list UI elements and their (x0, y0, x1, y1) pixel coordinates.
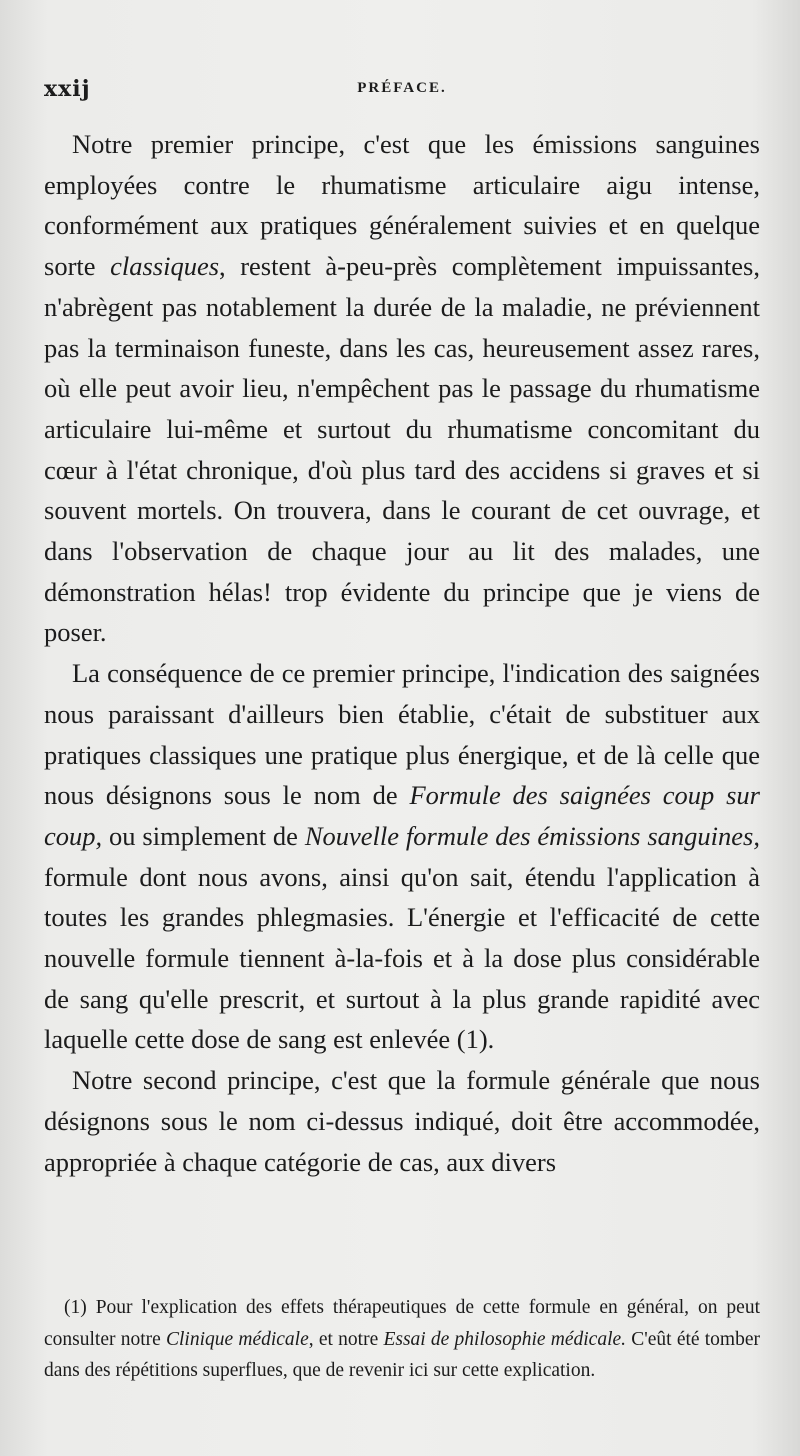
page-header (44, 76, 760, 106)
footnote-title-essai: Essai de philosophie médicale. (383, 1328, 627, 1350)
paragraph-2-text-a: La conséquence de ce premier principe, l'indication des saignées nous paraissant d'ailleurs bien établie, c'était de substituer aux pratiques classiques une pratique plus énergique, et de là celle que nous désignons sous le nom de (44, 658, 760, 811)
footnote-text-c: C'eût été tomber dans des répétitions superflues, que de revenir ici sur cette explication. (44, 1328, 760, 1381)
paragraph-1-text-b: , restent à-peu-près complètement impuissantes, n'abrègent pas notablement la durée de la maladie, ne préviennent pas la terminaison funeste, dans les cas, heureusement assez rares, où elle peut avoir lieu, n'empêchent pas le passage du rhumatisme articulaire lui-même et surtout du rhumatisme concomitant du cœur à l'état chronique, d'où plus tard des accidens si graves et si souvent mortels. On trouvera, dans le courant de cet ouvrage, et dans l'observation de chaque jour au lit des malades, une démonstration hélas! trop évidente du principe que je viens de poser. (44, 251, 760, 648)
paragraph-1-text-a: Notre premier principe, c'est que les émissions sanguines employées contre le rhumatisme articulaire aigu intense, conformément aux pratiques généralement suivies et en quelque sorte (44, 129, 760, 282)
paragraph-1 (44, 124, 760, 653)
main-text (44, 124, 760, 1182)
footnote-text-a: Pour l'explication des effets thérapeutiques de cette formule en général, on peut consulter notre (44, 1297, 760, 1350)
paragraph-3 (44, 1060, 760, 1182)
footnote (44, 1292, 760, 1387)
footnote-paragraph (44, 1292, 760, 1387)
running-head: PRÉFACE. (357, 80, 447, 96)
footnote-title-clinique: Clinique médicale (165, 1328, 309, 1350)
paragraph-2 (44, 653, 760, 1060)
emphasis-nouvelle-formule: Nouvelle formule des émissions sanguines, (304, 820, 760, 851)
emphasis-classiques: classiques (110, 251, 220, 282)
paragraph-2-text-c: formule dont nous avons, ainsi qu'on sait, étendu l'application à toutes les grandes phlegmasies. L'énergie et l'efficacité de cette nouvelle formule tiennent à-la-fois et à la dose plus considérable de sang qu'elle prescrit, et surtout à la plus grande rapidité avec laquelle cette dose de sang est enlevée (1). (44, 861, 760, 1055)
footnote-text-b: , et notre (308, 1328, 384, 1350)
paragraph-2-text-b: ou simplement de (102, 820, 305, 851)
emphasis-formule-saignees: Formule des saignées coup sur coup, (44, 780, 760, 851)
footnote-marker: (1) (64, 1297, 87, 1318)
page-number: xxij (44, 76, 91, 102)
paragraph-3-text: Notre second principe, c'est que la formule générale que nous désignons sous le nom ci-dessus indiqué, doit être accommodée, appropriée à chaque catégorie de cas, aux divers (44, 1065, 760, 1177)
